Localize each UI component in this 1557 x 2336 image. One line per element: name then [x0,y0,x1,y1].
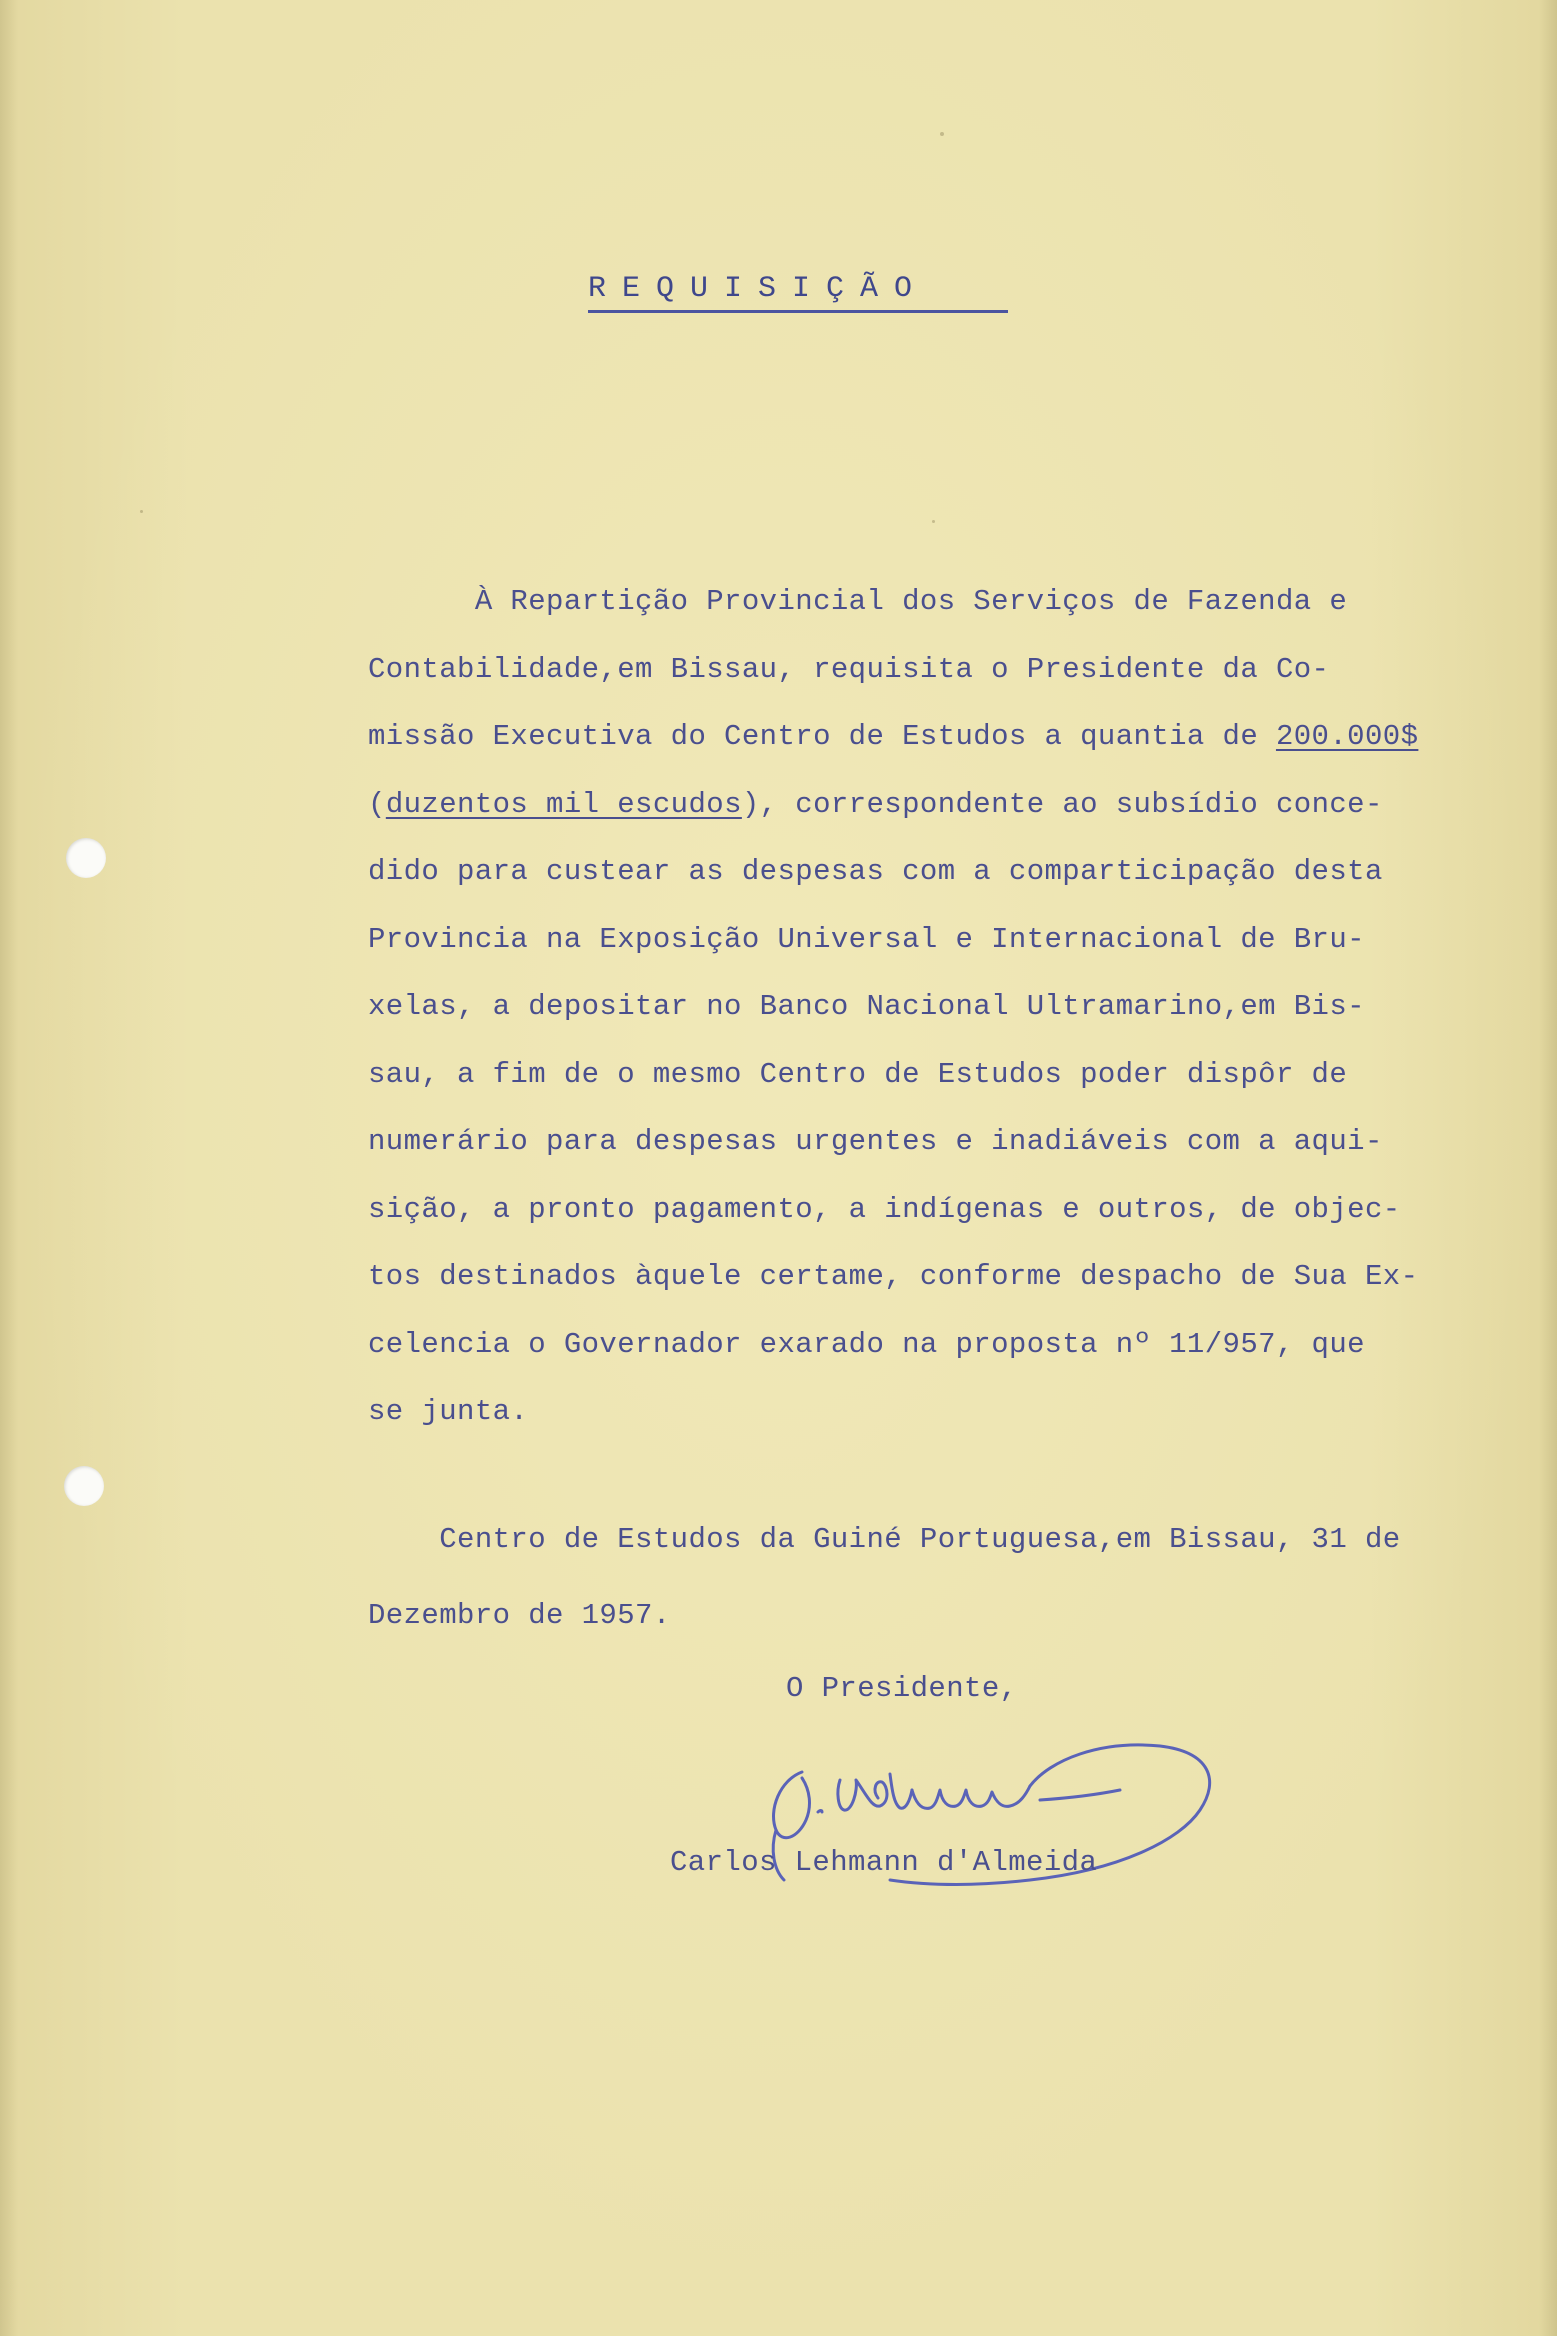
closing-line: Dezembro de 1957. [368,1599,671,1632]
paper-speck [940,132,944,136]
body-line [368,771,1548,839]
body-line: Provincia na Exposição Universal e Internacional de Bru- [368,922,1365,956]
closing-line: Centro de Estudos da Guiné Portuguesa,em Bissau, 31 de [368,1523,1401,1556]
body-line-text: missão Executiva do Centro de Estudos a quantia de [368,720,1276,753]
amount-figure: 200.000$ [1275,720,1419,753]
requisition-body [368,568,1548,1446]
paper-edge-shadow-left [0,0,18,2336]
body-line: numerário para despesas urgentes e inadiáveis com a aqui- [368,1125,1383,1158]
body-line-text: ), correspondente ao subsídio conce- [741,787,1383,821]
paper-speck [140,510,143,513]
body-line: dido para custear as despesas com a comparticipação desta [368,855,1383,888]
signoff-title: O Presidente, [786,1672,1018,1705]
signer-name: Carlos Lehmann d'Almeida [670,1846,1098,1879]
body-line [368,703,1548,771]
body-line: sau, a fim de o mesmo Centro de Estudos poder dispôr de [368,1057,1348,1091]
body-line: celencia o Governador exarado na proposta nº 11/957, que [368,1327,1365,1361]
body-line: À Repartição Provincial dos Serviços de Fazenda e [368,585,1348,618]
body-line: sição, a pronto pagamento, a indígenas e outros, de objec- [368,1192,1401,1226]
body-line: se junta. [368,1395,529,1428]
punch-hole-lower [64,1466,104,1506]
body-line: xelas, a depositar no Banco Nacional Ultramarino,em Bis- [368,990,1365,1023]
place-and-date [368,1502,1548,1654]
document-title: REQUISIÇÃO [588,272,1008,313]
paper-speck [932,520,935,523]
amount-in-words: duzentos mil escudos [385,787,742,821]
body-line: tos destinados àquele certame, conforme despacho de Sua Ex- [368,1260,1419,1293]
punch-hole-upper [66,838,106,878]
body-line: Contabilidade,em Bissau, requisita o Presidente da Co- [368,652,1330,686]
open-paren: ( [368,787,386,821]
